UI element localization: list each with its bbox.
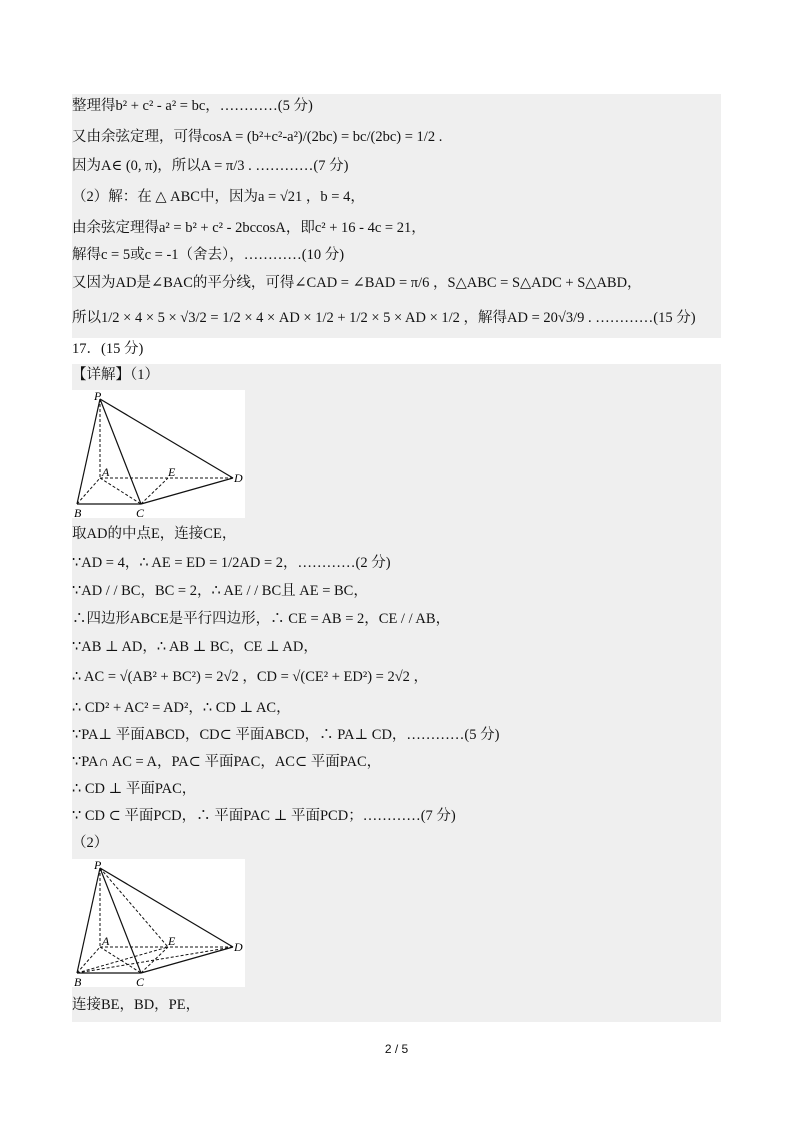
label-B: B xyxy=(74,975,82,987)
label-P: P xyxy=(94,859,102,872)
text-line: ∴ CD² + AC² = AD²，∴ CD ⊥ AC， xyxy=(72,700,291,716)
text-line: ∴ CD ⊥ 平面PAC， xyxy=(72,781,197,797)
pyramid-figure-1 xyxy=(72,390,245,518)
label-C: C xyxy=(136,506,145,518)
label-E: E xyxy=(168,934,176,948)
text-line: ∴四边形ABCE是平行四边形，∴ CE = AB = 2，CE / / AB， xyxy=(72,611,451,627)
problem-number: 17．(15 分) xyxy=(72,341,144,357)
text-line: （2）解：在 △ ABC中，因为a = √21 ，b = 4， xyxy=(72,189,365,205)
text-line: 又因为AD是∠BAC的平分线，可得∠CAD = ∠BAD = π/6 ，S△ABC = S△ADC + S△ABD， xyxy=(72,275,642,291)
text-line: 又由余弦定理，可得cosA = (b²+c²-a²)/(2bc) = bc/(2bc) = 1/2 . xyxy=(72,129,443,145)
text-line: ∴ AC = √(AB² + BC²) = 2√2 ，CD = √(CE² + ED²) = 2√2 ， xyxy=(72,669,429,685)
text-line: ∵ CD ⊂ 平面PCD，∴ 平面PAC ⊥ 平面PCD；…………(7 分) xyxy=(72,808,456,824)
label-C: C xyxy=(136,975,145,987)
text-line: 连接BE，BD，PE， xyxy=(72,997,201,1013)
text-line: ∵AD / / BC，BC = 2，∴ AE / / BC且 AE = BC， xyxy=(72,583,368,599)
label-P: P xyxy=(94,390,102,403)
text-line: ∵AD = 4，∴ AE = ED = 1/2AD = 2，…………(2 分) xyxy=(72,555,391,571)
label-E: E xyxy=(168,465,176,479)
text-line: 解得c = 5或c = -1（舍去），…………(10 分) xyxy=(72,247,345,263)
detail-heading: 【详解】（1） xyxy=(72,367,159,383)
text-line: ∵AB ⊥ AD，∴ AB ⊥ BC，CE ⊥ AD， xyxy=(72,639,318,655)
label-B: B xyxy=(74,506,82,518)
pyramid-figure-2 xyxy=(72,859,245,987)
text-line: 整理得b² + c² - a² = bc，…………(5 分) xyxy=(72,98,313,114)
label-D: D xyxy=(234,940,243,954)
text-line: ∵PA∩ AC = A，PA⊂ 平面PAC，AC⊂ 平面PAC， xyxy=(72,754,382,770)
text-line: 由余弦定理得a² = b² + c² - 2bccosA，即c² + 16 - 4c = 21， xyxy=(72,220,426,236)
text-line: 取AD的中点E，连接CE， xyxy=(72,526,237,542)
label-D: D xyxy=(234,471,243,485)
text-line: ∵PA⊥ 平面ABCD，CD⊂ 平面ABCD，∴ PA⊥ CD，…………(5 分) xyxy=(72,727,500,743)
text-line: （2） xyxy=(72,835,109,851)
text-line: 所以1/2 × 4 × 5 × √3/2 = 1/2 × 4 × AD × 1/2 + 1/2 × 5 × AD × 1/2 ，解得AD = 20√3/9 . …………(15 分) xyxy=(72,310,696,326)
text-line: 因为A∈ (0, π)，所以A = π/3 . …………(7 分) xyxy=(72,158,349,174)
page-number: 2 / 5 xyxy=(384,1042,409,1056)
label-A: A xyxy=(102,465,110,479)
label-A: A xyxy=(102,934,110,948)
